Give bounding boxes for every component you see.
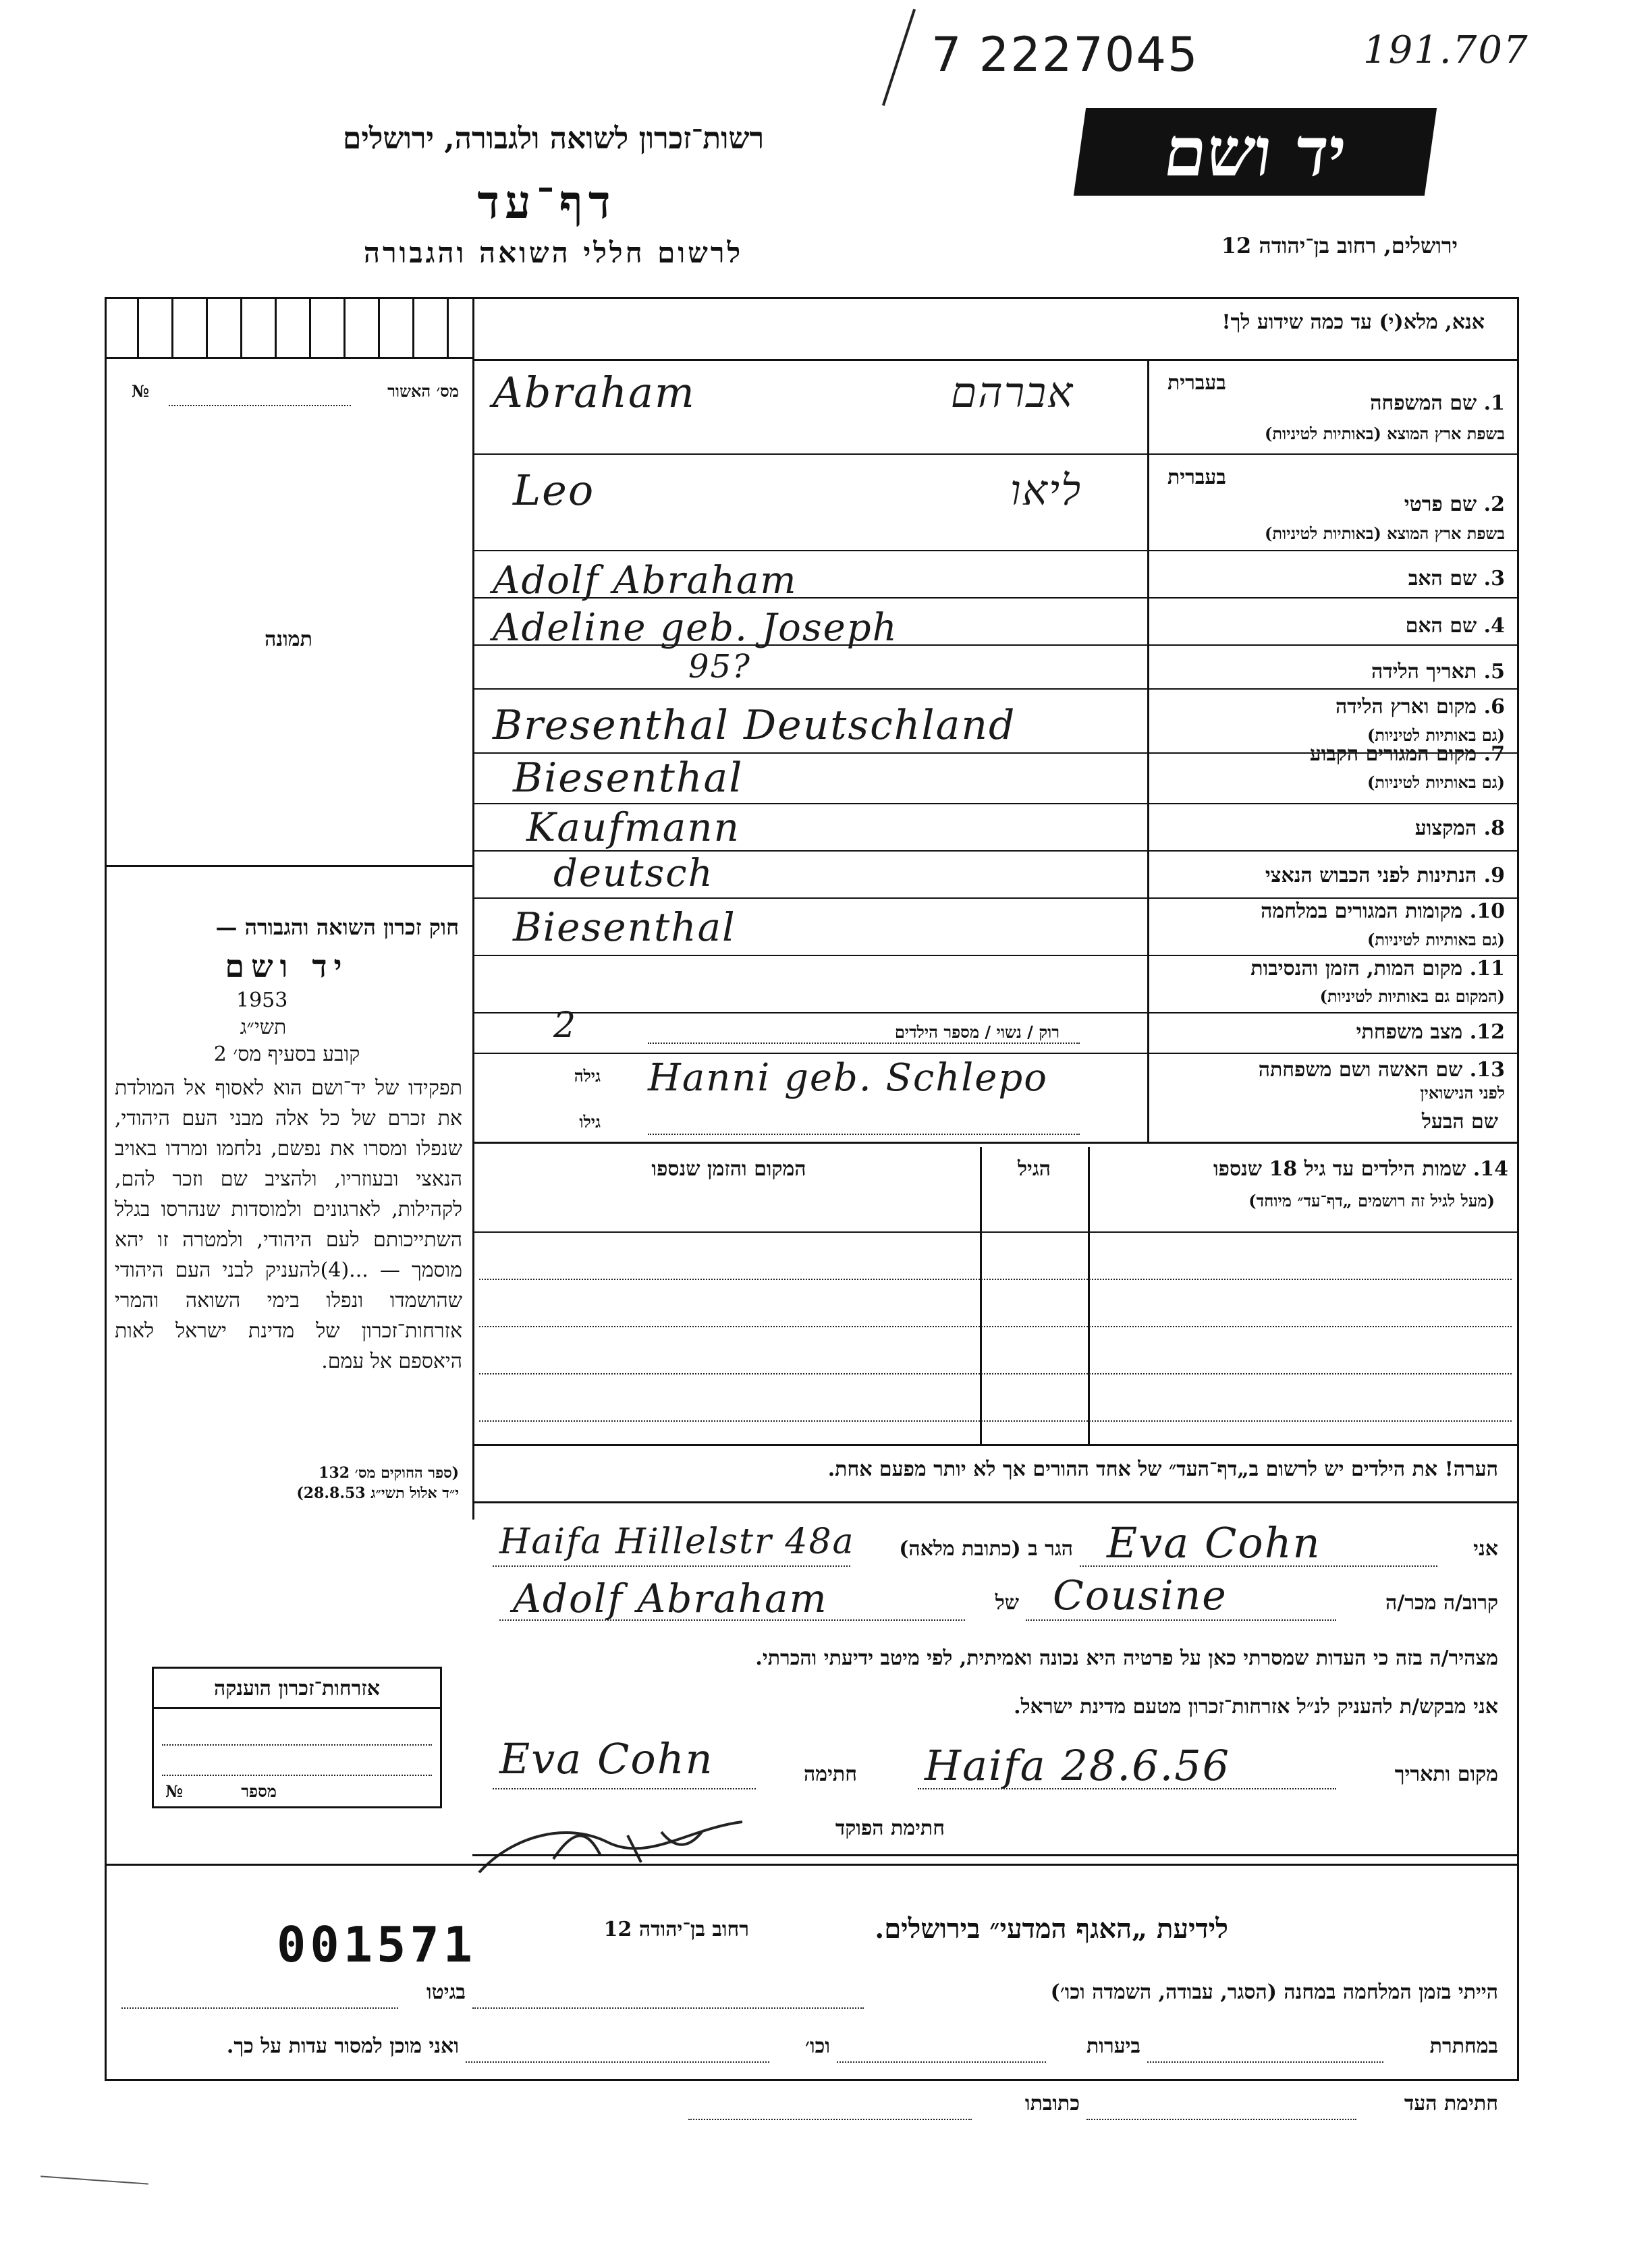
field-12-label: 12. מצב משפחתי xyxy=(1356,1020,1505,1044)
birth-date-value: 95? xyxy=(688,648,751,686)
approval-tick-box xyxy=(105,297,472,359)
notice-address: רחוב בן־יהודה 12 xyxy=(603,1918,749,1941)
certificate-no-sign: № xyxy=(165,1781,184,1801)
field-11-label: 11. מקום המות, הזמן והנסיבות xyxy=(1250,957,1505,980)
wife-age-label: גילה xyxy=(574,1066,601,1086)
bottom-line-1: הייתי בזמן המלחמה במחנה (הסגר, עבודה, השמדה וכו׳) xyxy=(1050,1980,1498,2004)
field-3-label: 3. שם האב xyxy=(1408,567,1505,590)
field-1-hebrew-tag: בעברית xyxy=(1167,371,1226,395)
place-date-value: Haifa 28.6.56 xyxy=(925,1741,1231,1790)
yad-vashem-logo: יד ושם xyxy=(1074,108,1437,196)
serial-number: 001571 xyxy=(277,1916,477,1973)
field-13-sub: לפני הנישואין xyxy=(1420,1083,1505,1103)
photo-placeholder: תמונה xyxy=(265,628,312,651)
of-label: של xyxy=(995,1591,1019,1615)
mother-name-value: Adeline geb. Joseph xyxy=(493,606,898,650)
signature-label: חתימה xyxy=(804,1762,857,1786)
certificate-number-label: מספר xyxy=(241,1781,277,1801)
law-title: חוק זכרון השואה והגבורה — xyxy=(215,914,459,940)
law-reference-1: (ספר החוקים מס׳ 132 xyxy=(319,1464,459,1482)
field-7-label: 7. מקום המגורים הקבוע xyxy=(1309,742,1505,766)
witness-signature-label: חתימת העד xyxy=(1404,2092,1498,2115)
nationality-value: deutsch xyxy=(553,852,714,895)
wife-name-value: Hanni geb. Schlepo xyxy=(648,1056,1048,1100)
children-place-header: המקום והזמן שנספו xyxy=(651,1157,806,1181)
testimony-statement: ואני מוכן למסור עדות על כך. xyxy=(226,2034,459,2058)
scan-edge-mark xyxy=(40,2175,148,2184)
marital-options: רוק / נשוי / מספר הילדים xyxy=(894,1022,1059,1042)
witness-address-label: כתובתו xyxy=(1024,2092,1080,2115)
field-9-label: 9. הנתינות לפני הכבוש הנאצי xyxy=(1265,864,1505,887)
children-label: 14. שמות הילדים עד גיל 18 שנספו xyxy=(1213,1157,1508,1181)
first-name-latin-value: Leo xyxy=(513,466,595,515)
relative-of-name: Adolf Abraham xyxy=(513,1576,828,1621)
ghetto-label: בגיטו xyxy=(426,1980,466,2004)
birth-place-value: Bresenthal Deutschland xyxy=(493,702,1016,749)
husband-age-label: גילו xyxy=(579,1112,601,1132)
notice-title: לידיעת „האגף המדעי״ בירושלים. xyxy=(875,1913,1228,1945)
field-7-sub: (גם באותיות לטיניות) xyxy=(1367,773,1505,792)
children-note: הערה! את הילדים יש לרשום ב„דף־העד״ של אחד ההורים אך לא יותר מפעם אחת. xyxy=(827,1457,1498,1481)
field-11-sub: (המקום גם באותיות לטיניות) xyxy=(1319,986,1505,1006)
archive-slash-mark xyxy=(882,9,916,106)
authority-title: רשות־זכרון לשואה ולגבורה, ירושלים xyxy=(342,121,765,156)
memorial-citizenship-title: אזרחות־זכרון הוענקה xyxy=(213,1677,381,1700)
field-2-sub: בשפת ארץ המוצא (באותיות לטיניות) xyxy=(1265,524,1505,543)
children-age-header: הגיל xyxy=(1017,1157,1051,1181)
officer-signature-label: חתימת הפוקד xyxy=(835,1816,945,1840)
declaration-request: אני מבקש/ת להעניק לנ״ל אזרחות־זכרון מטעם מדינת ישראל. xyxy=(1014,1695,1498,1719)
first-name-hebrew-value: ליאו xyxy=(1010,466,1082,515)
header-address: ירושלים, רחוב בן־יהודה 12 xyxy=(1221,233,1458,258)
declarant-address: Haifa Hillelstr 48a xyxy=(499,1522,855,1562)
children-sub: (מעל לגיל זה רושמים „דף־עד״ מיוחד) xyxy=(1248,1191,1495,1211)
declarant-lives-label: הגר ב (כתובת מלאה) xyxy=(899,1537,1073,1561)
form-subtitle: לרשום חללי השואה והגבורה xyxy=(363,236,744,269)
law-section: קובע בסעיף מס׳ 2 xyxy=(213,1043,360,1066)
approval-number-label: מס׳ האשור xyxy=(387,381,459,401)
declarant-signature: Eva Cohn xyxy=(499,1734,714,1783)
law-reference-2: י״ד אלול תשי״ג 28.8.53) xyxy=(296,1484,459,1502)
field-10-label: 10. מקומות המגורים במלחמה xyxy=(1261,899,1505,923)
surname-hebrew-value: אברהם xyxy=(950,368,1074,417)
field-2-hebrew-tag: בעברית xyxy=(1167,466,1226,489)
archive-number: 7 2227045 xyxy=(931,27,1199,82)
intro-instruction: אנא, מלא(י) עד כמה שידוע לך! xyxy=(1221,310,1485,334)
field-6-sub: (גם באותיות לטיניות) xyxy=(1367,725,1505,745)
relative-label: קרוב/ה מכר/ה xyxy=(1385,1591,1498,1615)
form-title: דף־עד xyxy=(477,175,616,229)
husband-name-label: שם הבעל xyxy=(1421,1110,1498,1134)
field-1-sub: בשפת ארץ המוצא (באותיות לטיניות) xyxy=(1265,424,1505,443)
law-year: 1953 xyxy=(236,989,288,1012)
field-13-label: 13. שם האשה ושם משפחתה xyxy=(1258,1058,1505,1082)
etc-label: וכו׳ xyxy=(805,2034,830,2058)
profession-value: Kaufmann xyxy=(526,804,741,850)
surname-latin-value: Abraham xyxy=(493,368,696,417)
field-10-sub: (גם באותיות לטיניות) xyxy=(1367,930,1505,949)
officer-signature-scribble xyxy=(472,1808,756,1883)
place-date-label: מקום ותאריך xyxy=(1394,1762,1498,1786)
law-text: תפקידו של יד־ושם הוא לאסוף אל המולדת את זכרם של כל אלה מבני העם היהודי, שנפלו ומסרו את נפשם, נלחמו ומרדו באויב הנאצי ובעוזריו, ולהציב שם וזכר להם, לקהילות, לארגונים ולמוסדות שנהרסו בגלל השתייכותם לעם היהודי, ולמטרה זו יהא מוסמך — ...(4)להעניק לבני העם היהודי שהושמדו ונפלו בימי השואה והמרי אזרחות־זכרון של מדינת ישראל לאות היאספם אל עמם. xyxy=(115,1076,463,1373)
field-5-label: 5. תאריך הלידה xyxy=(1371,660,1505,684)
forests-label: ביערות xyxy=(1086,2034,1140,2058)
permanent-residence-value: Biesenthal xyxy=(513,754,744,802)
declarant-name: Eva Cohn xyxy=(1107,1518,1321,1567)
underground-label: במחתרת xyxy=(1429,2034,1498,2058)
declaration-statement: מצהיר/ה בזה כי העדות שמסרתי כאן על פרטיה היא נכונה ואמיתית, לפי מיטב ידיעתי והכרתי. xyxy=(755,1646,1498,1670)
children-count-value: 2 xyxy=(553,1005,578,1046)
law-year-hebrew: תשי״ג xyxy=(240,1016,287,1039)
approval-no-sign: № xyxy=(132,381,150,401)
law-org: יד ושם xyxy=(225,948,349,984)
wartime-residence-value: Biesenthal xyxy=(513,904,736,950)
field-2-label: 2. שם פרטי xyxy=(1404,493,1505,516)
father-name-value: Adolf Abraham xyxy=(493,559,798,603)
field-4-label: 4. שם האם xyxy=(1405,614,1505,638)
field-6-label: 6. מקום וארץ הלידה xyxy=(1335,695,1505,719)
relation-value: Cousine xyxy=(1053,1572,1228,1619)
reference-number: 191.707 xyxy=(1363,28,1529,72)
field-1-label: 1. שם המשפחה xyxy=(1370,391,1505,415)
declarant-i-label: אני xyxy=(1473,1537,1498,1561)
field-8-label: 8. המקצוע xyxy=(1414,816,1505,840)
